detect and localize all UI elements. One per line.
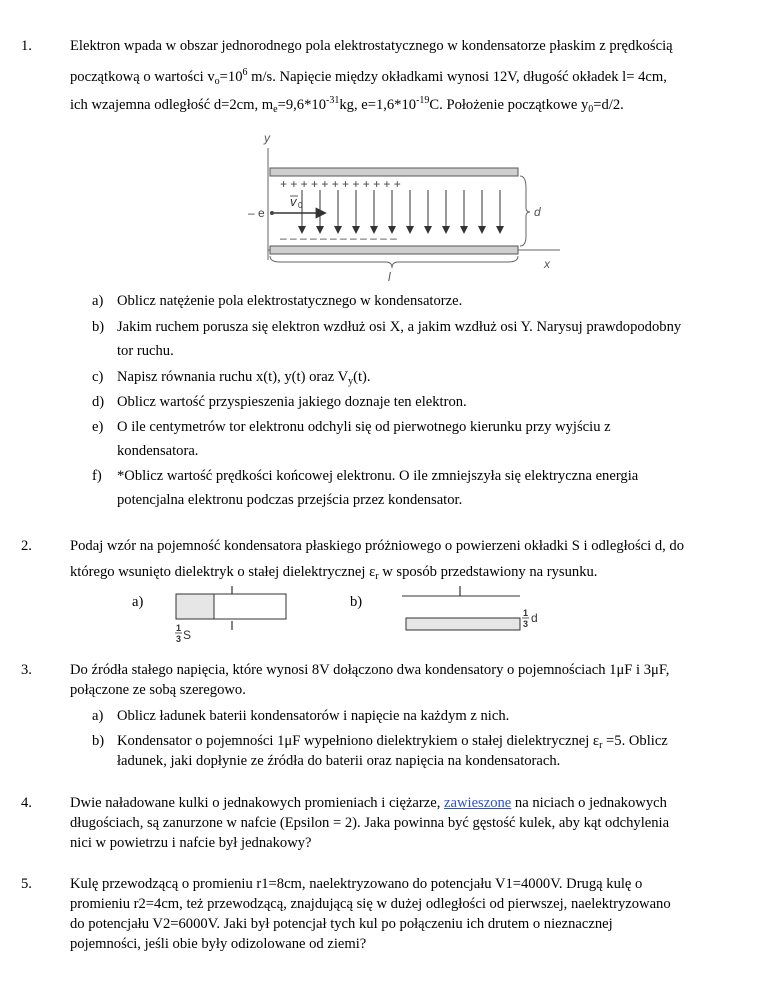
field-lines [302, 190, 500, 232]
l-bracket [270, 256, 518, 268]
problem-1-line-2: początkową o wartości $v_o=10^6$ m/s. Napięcie między okładkami wynosi 12V, długość okładek l= 4cm, [70, 67, 667, 87]
x-axis-label: x [544, 257, 550, 271]
dielectric-2b [406, 618, 520, 630]
problem-4-line-1: Dwie naładowane kulki o jednakowych promieniach i ciężarze, zawieszone na niciach o jednakowych [70, 795, 667, 811]
figure-2b-label: b) [350, 594, 363, 610]
problem-5-line-4: pojemności, jeśli obie były odizolowane od ziemi? [70, 936, 367, 952]
problem-3-line-1: Do źródła stałego napięcia, które wynosi 8V dołączono dwa kondensatory o pojemnościach 1μF i 3μF, [70, 662, 670, 678]
subitem-1c-label: c) [92, 369, 104, 385]
d-label: d [534, 205, 541, 219]
svg-text:d: d [531, 611, 538, 625]
minus-signs: – – – – – – – – – – – – [280, 231, 397, 245]
subitem-1e-label: e) [92, 419, 104, 435]
problem-2-line-1: Podaj wzór na pojemność kondensatora płaskiego próżniowego o powierzeni okładki S i odległości d, do [70, 538, 685, 554]
svg-text:S: S [183, 628, 192, 642]
capacitor-figure [240, 128, 570, 283]
subitem-1c-text: Napisz równania ruchu x(t), y(t) oraz $V_y(t)$. [117, 369, 371, 387]
problem-1-line-1: Elektron wpada w obszar jednorodnego pola elektrostatycznego w kondensatorze płaskim z prędkością [70, 38, 673, 54]
problem-2-number: 2. [21, 538, 32, 554]
subitem-1e-text-2: kondensatora. [117, 443, 199, 459]
subitem-1f-label: f) [92, 468, 102, 484]
subitem-3b-text-2: ładunek, jaki dopłynie ze źródła do baterii oraz napięcia na kondensatorach. [117, 753, 561, 769]
subitem-1f-text-1: *Oblicz wartość prędkości końcowej elektronu. O ile zmniejszyła się elektryczna energia [117, 468, 639, 484]
figure-2b [400, 584, 560, 644]
problem-1-line-3: ich wzajemna odległość d=2cm, $m_e=9,6*10^{-31}kg$, $e=1,6*10^{-19}C$. Położenie początkowe $y_0=d/2$. [70, 95, 624, 115]
figure-2a [170, 584, 290, 654]
problem-5-number: 5. [21, 876, 32, 892]
electron [270, 211, 274, 215]
l-label: l [388, 270, 391, 283]
problem-5-line-3: do potencjału V2=6000V. Jaki był potencjał tych kul po połączeniu ich drutem o nieznacznej [70, 916, 613, 932]
top-plate [270, 168, 518, 176]
subitem-3a-label: a) [92, 708, 104, 724]
svg-text:3: 3 [176, 634, 182, 644]
problem-5-line-2: promieniu r2=4cm, też przewodzącą, znajdującą się w dużej odległości od pierwszej, naelektryzowano [70, 896, 671, 912]
zawieszone-link[interactable]: zawieszone [444, 795, 512, 811]
bottom-plate [270, 246, 518, 254]
problem-4-line-2: długościach, są zanurzone w nafcie (Epsilon = 2). Jaka powinna być gęstość kulek, aby kąt odchylenia [70, 815, 670, 831]
subitem-1b-text-2: tor ruchu. [117, 343, 174, 359]
problem-4-number: 4. [21, 795, 32, 811]
subitem-1b-text-1: Jakim ruchem porusza się elektron wzdłuż osi X, a jakim wzdłuż osi Y. Narysuj prawdopodobny [117, 319, 682, 335]
problem-2-line-2: którego wsunięto dielektryk o stałej dielektrycznej $\varepsilon_r$ w sposób przedstawiony na rysunku. [70, 564, 598, 582]
subitem-1e-text-1: O ile centymetrów tor elektronu odchyli się od pierwotnego kierunku przy wyjściu z [117, 419, 611, 435]
subitem-1b-label: b) [92, 319, 105, 335]
plus-signs: + + + + + + + + + + + + [280, 177, 401, 191]
electron-label: – e [248, 206, 265, 220]
subitem-1a-label: a) [92, 293, 104, 309]
subitem-3b-text-1: Kondensator o pojemności 1μF wypełniono dielektrykiem o stałej dielektrycznej $\varepsilon_r =5$. Oblicz [117, 733, 668, 751]
problem-3-line-2: połączone ze sobą szeregowo. [70, 682, 246, 698]
subitem-3b-label: b) [92, 733, 105, 749]
y-axis-label: y [264, 131, 270, 145]
velocity-label: v [290, 194, 297, 209]
problem-3-number: 3. [21, 662, 32, 678]
figure-2a-label: a) [132, 594, 144, 610]
subitem-1d-text: Oblicz wartość przyspieszenia jakiego doznaje ten elektron. [117, 394, 467, 410]
velocity-sub: 0 [298, 201, 303, 210]
subitem-1a-text: Oblicz natężenie pola elektrostatycznego w kondensatorze. [117, 293, 463, 309]
svg-text:1: 1 [176, 623, 182, 633]
svg-text:3: 3 [523, 619, 529, 629]
dielectric-2a [176, 594, 214, 619]
svg-text:1: 1 [523, 608, 529, 618]
subitem-1f-text-2: potencjalna elektronu podczas przejścia przez kondensator. [117, 492, 463, 508]
subitem-1d-label: d) [92, 394, 105, 410]
subitem-3a-text: Oblicz ładunek baterii kondensatorów i napięcie na każdym z nich. [117, 708, 510, 724]
problem-4-line-3: nici w powietrzu i nafcie był jednakowy? [70, 835, 312, 851]
problem-1-number: 1. [21, 38, 32, 54]
d-bracket [520, 176, 530, 246]
problem-5-line-1: Kulę przewodzącą o promieniu r1=8cm, naelektryzowano do potencjału V1=4000V. Drugą kulę o [70, 876, 643, 892]
